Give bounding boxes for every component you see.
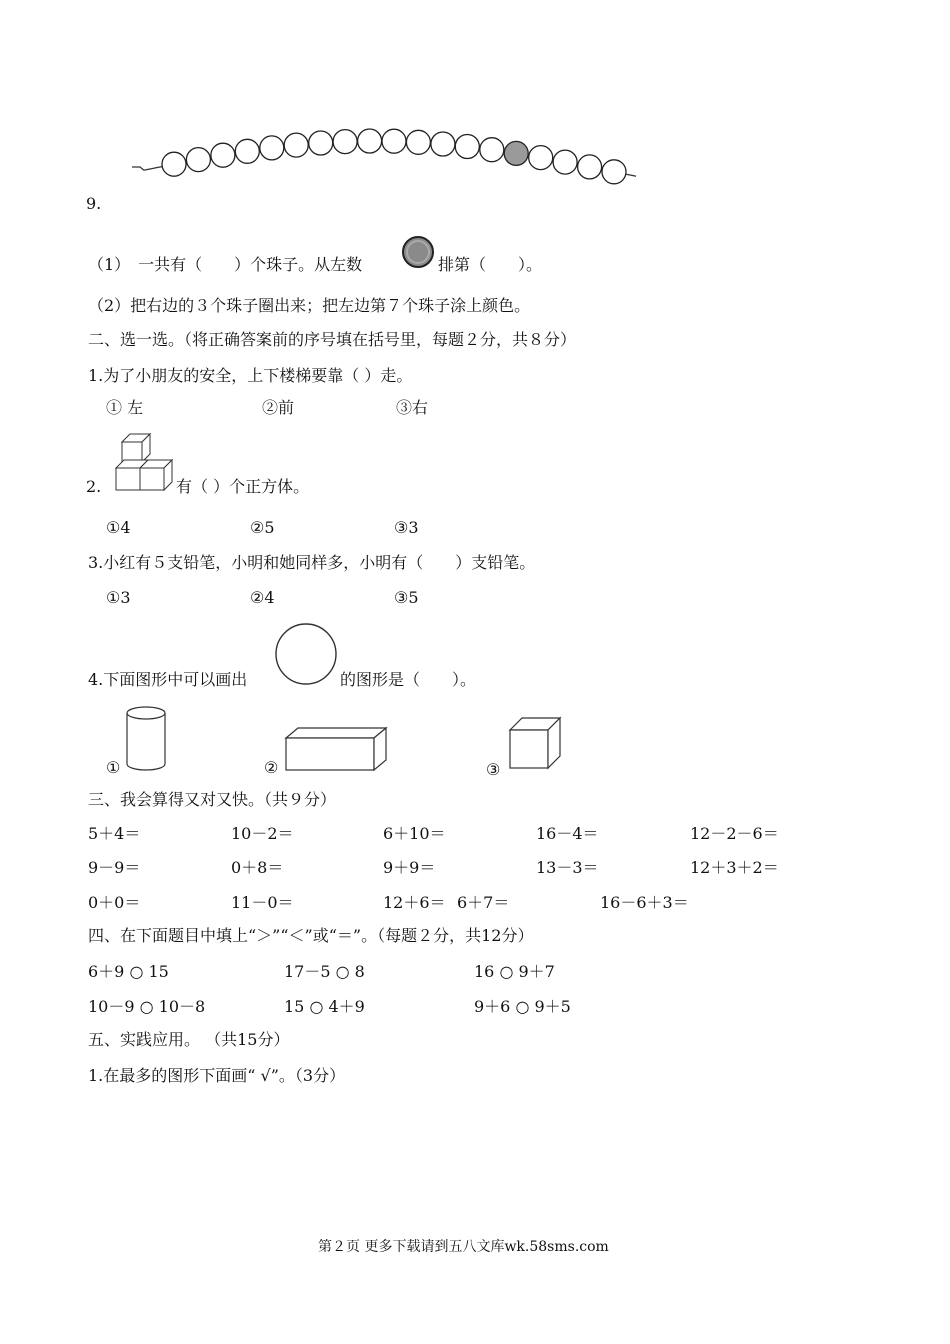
section-3-title: 三、我会算得又对又快。（共９分） bbox=[88, 790, 337, 809]
stacked-cubes-illustration bbox=[114, 432, 178, 494]
shaded-bead-icon bbox=[398, 234, 438, 274]
question-9-number: 9. bbox=[86, 194, 102, 213]
calc-item: 0＋8＝ bbox=[231, 858, 284, 877]
bead bbox=[602, 160, 626, 184]
q9-part1-text-b: 排第（ ）。 bbox=[438, 255, 543, 274]
s5-q1-text: 1.在最多的图形下面画“ √”。（3分） bbox=[88, 1066, 346, 1085]
calc-item: 16－6＋3＝ bbox=[600, 893, 689, 912]
bead bbox=[578, 155, 602, 179]
bead bbox=[529, 146, 553, 170]
calc-item: 12－2－6＝ bbox=[690, 824, 779, 843]
bead bbox=[431, 132, 455, 156]
compare-item: 17－5 ○ 8 bbox=[284, 962, 365, 981]
calc-item: 5＋4＝ bbox=[88, 824, 141, 843]
q9-part1-text-a: （1） 一共有（ ）个珠子。从左数 bbox=[88, 255, 363, 274]
section-4-title: 四、在下面题目中填上“＞”“＜”或“＝”。（每题２分，共12分） bbox=[88, 926, 534, 945]
calc-item: 9＋9＝ bbox=[383, 858, 436, 877]
bead bbox=[309, 131, 333, 155]
bead bbox=[186, 148, 210, 172]
section-2-title: 二、选一选。（将正确答案前的序号填在括号里，每题２分，共８分） bbox=[88, 330, 577, 349]
s2-q3-option-2: ②4 bbox=[250, 588, 275, 607]
s2-q4-option-2: ② bbox=[264, 758, 279, 777]
beads-on-string-illustration bbox=[0, 0, 950, 220]
bead bbox=[406, 130, 430, 154]
s2-q3-text: 3.小红有５支铅笔，小明和她同样多，小明有（ ）支铅笔。 bbox=[88, 553, 536, 572]
bead bbox=[382, 129, 406, 153]
compare-item: 16 ○ 9＋7 bbox=[474, 962, 555, 981]
s2-q3-option-3: ③5 bbox=[394, 588, 419, 607]
compare-row-2 bbox=[88, 996, 848, 1018]
calc-item: 10－2＝ bbox=[231, 824, 294, 843]
compare-row-1 bbox=[88, 961, 848, 983]
calc-item: 13－3＝ bbox=[536, 858, 599, 877]
calc-item: 6＋7＝ bbox=[457, 893, 510, 912]
calc-item: 16－4＝ bbox=[536, 824, 599, 843]
s2-q2-option-3: ③3 bbox=[394, 518, 419, 537]
section-5-title: 五、实践应用。 （共15分） bbox=[88, 1030, 290, 1049]
rectangular-prism-icon bbox=[284, 724, 388, 774]
bead-shaded bbox=[504, 141, 528, 165]
s2-q1-option-3: ③右 bbox=[396, 398, 429, 417]
cube-shape-icon bbox=[508, 716, 564, 772]
compare-item: 6＋9 ○ 15 bbox=[88, 962, 169, 981]
bead bbox=[553, 150, 577, 174]
bead bbox=[455, 135, 479, 159]
page-footer: 第２页 更多下载请到五八文库wk.58sms.com bbox=[318, 1239, 609, 1255]
calc-item: 12＋6＝ bbox=[383, 893, 446, 912]
s2-q1-option-2: ②前 bbox=[262, 398, 295, 417]
bead bbox=[284, 133, 308, 157]
s2-q1-option-1: ① 左 bbox=[106, 398, 144, 417]
bead bbox=[260, 136, 284, 160]
s2-q4-option-3: ③ bbox=[486, 760, 501, 779]
calc-row-1 bbox=[88, 823, 848, 845]
s2-q1-text: 1.为了小朋友的安全，上下楼梯要靠（ ）走。 bbox=[88, 366, 413, 385]
calc-row-3 bbox=[88, 892, 848, 914]
bead bbox=[358, 129, 382, 153]
s2-q2-number: 2. bbox=[86, 477, 102, 496]
calc-item: 12＋3＋2＝ bbox=[690, 858, 779, 877]
calc-row-2 bbox=[88, 857, 848, 879]
bead bbox=[235, 139, 259, 163]
compare-item: 9＋6 ○ 9＋5 bbox=[474, 997, 571, 1016]
s2-q4-option-1: ① bbox=[106, 758, 121, 777]
s2-q2-option-1: ①4 bbox=[106, 518, 131, 537]
q9-part2-text: （2）把右边的３个珠子圈出来；把左边第７个珠子涂上颜色。 bbox=[88, 296, 531, 315]
calc-item: 0＋0＝ bbox=[88, 893, 141, 912]
circle-shape-icon bbox=[274, 620, 338, 688]
s2-q4-text-b: 的图形是（ ）。 bbox=[340, 670, 477, 689]
compare-item: 15 ○ 4＋9 bbox=[284, 997, 365, 1016]
bead bbox=[480, 138, 504, 162]
calc-item: 6＋10＝ bbox=[383, 824, 446, 843]
s2-q3-option-1: ①3 bbox=[106, 588, 131, 607]
bead bbox=[333, 130, 357, 154]
bead bbox=[211, 143, 235, 167]
cylinder-shape-icon bbox=[124, 704, 168, 772]
s2-q2-text: 有（ ）个正方体。 bbox=[176, 477, 310, 496]
s2-q4-text-a: 4.下面图形中可以画出 bbox=[88, 670, 248, 689]
calc-item: 9－9＝ bbox=[88, 858, 141, 877]
calc-item: 11－0＝ bbox=[231, 893, 294, 912]
compare-item: 10－9 ○ 10－8 bbox=[88, 997, 206, 1016]
s2-q2-option-2: ②5 bbox=[250, 518, 275, 537]
bead bbox=[162, 152, 186, 176]
